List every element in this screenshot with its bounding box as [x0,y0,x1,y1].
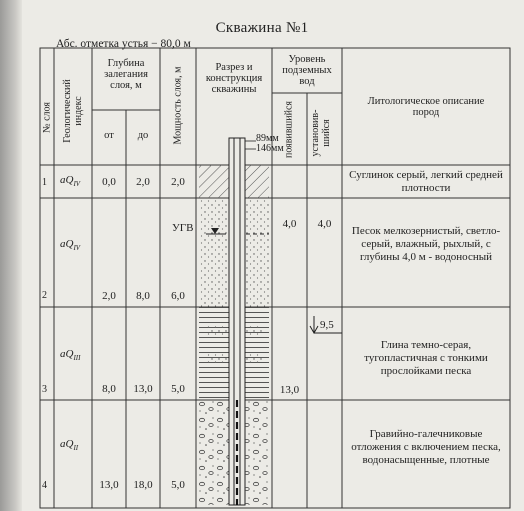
lithology-description: Гравийно-галечниковые отложения с включением песка, водонасыщенные, плотные [351,428,501,466]
water-established: 9,5 [320,319,334,331]
page-title: Скважина №1 [215,20,309,36]
header-water: Уровень подземных вод [282,54,332,87]
depth-from: 2,0 [102,290,116,302]
header-established: установив-шийся [310,109,332,157]
depth-from: 13,0 [99,479,119,491]
header-litho: Литологическое описание пород [367,96,485,118]
header-thickness: Мощность слоя, м [172,66,184,145]
casing-146: 146мм [256,143,284,154]
layer-no: 4 [42,480,47,491]
water-appeared: 13,0 [279,384,300,396]
header-appeared: появившийся [283,101,295,158]
casing-89: 89мм [256,133,279,144]
layer-no: 1 [42,177,47,188]
depth-from: 8,0 [102,383,116,395]
depth-to: 8,0 [136,290,150,302]
wellhead-elevation: Абс. отметка устья − 80,0 м [56,38,191,50]
thickness: 5,0 [171,479,185,491]
lithology-description: Песок мелкозернистый, светло-серый, влажный, рыхлый, с глубины 4,0 м - водоносный [351,225,501,263]
lithology-description: Суглинок серый, легкий средней плотности [349,169,503,194]
layer-no: 3 [42,384,47,395]
header-section: Разрез и конструкция скважины [205,62,263,95]
header-from: от [104,130,114,141]
depth-to: 13,0 [133,383,153,395]
lithology-description: Глина темно-серая, тугопластичная с тонкими прослойками песка [364,339,488,377]
water-appeared: 4,0 [282,218,297,230]
geo-index: $aQ_{III}$ [60,348,81,363]
depth-to: 18,0 [133,479,153,491]
geo-index: $aQ_{IV}$ [60,238,81,253]
thickness: 6,0 [171,290,185,302]
thickness: 2,0 [171,176,185,188]
geo-index: $aQ_{II}$ [60,438,79,453]
layer-no: 2 [42,290,47,301]
header-geo-index: Геологический индекс [62,79,84,143]
depth-to: 2,0 [136,176,150,188]
gwl-label: УГВ [172,222,194,234]
header-depth: Глубина залегания слоя, м [104,58,148,91]
thickness: 5,0 [171,383,185,395]
header-to: до [137,130,149,141]
water-established: 4,0 [317,218,332,230]
geo-index: $aQ_{IV}$ [60,174,81,189]
header-layer-no: № слоя [41,102,53,133]
depth-from: 0,0 [102,176,116,188]
